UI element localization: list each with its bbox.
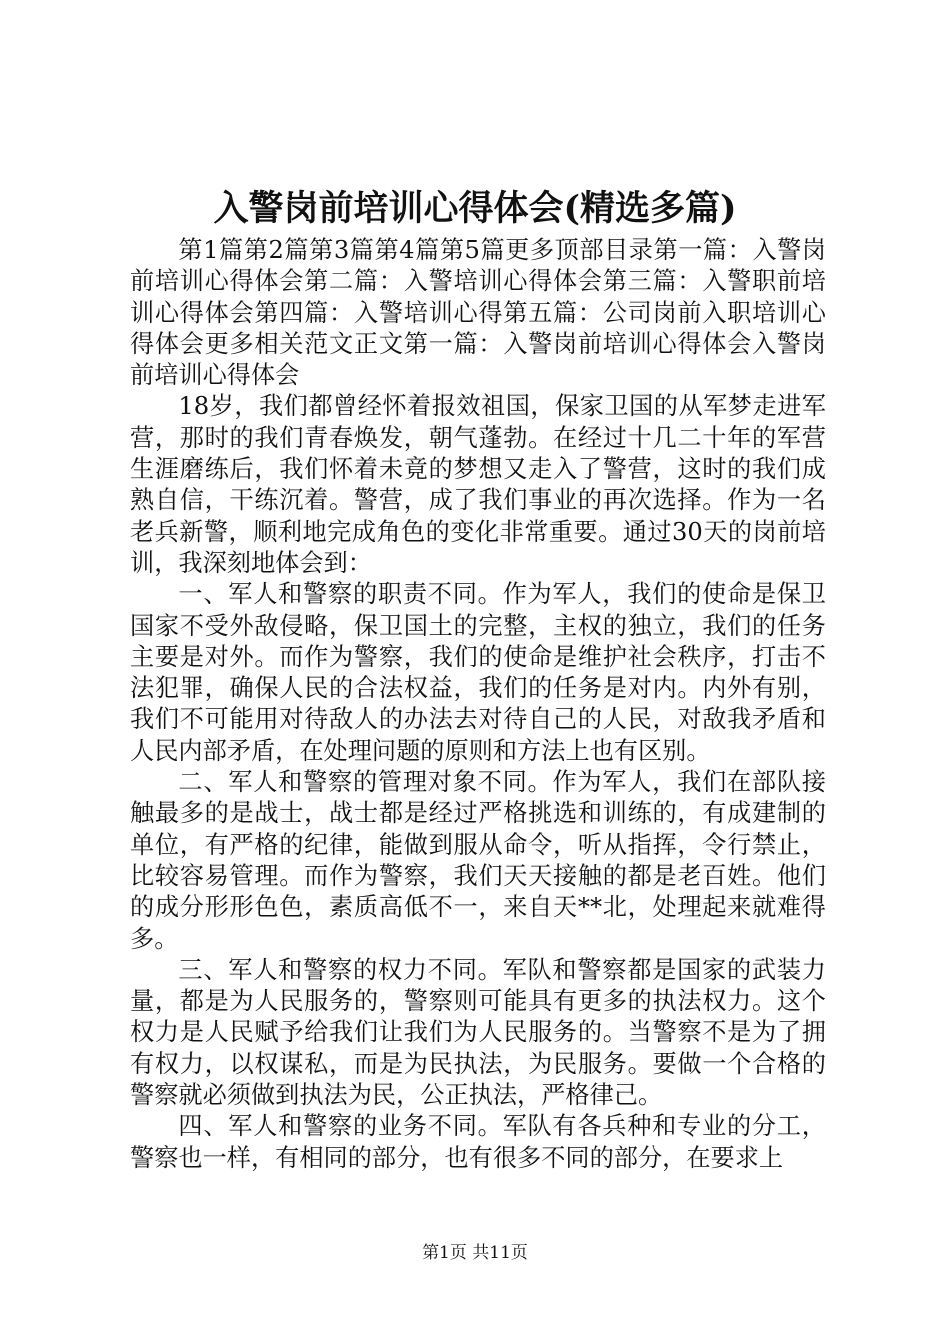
page-footer: 第1页 共11页 [422, 1243, 528, 1263]
paragraph-point-3: 三、军人和警察的权力不同。军队和警察都是国家的武装力量，都是为人民服务的，警察则可能具有更多的执法权力。这个权力是人民赋予给我们让我们为人民服务的。当警察不是为了拥有权力，以权谋私，而是为民执法，为民服务。要做一个合格的警察就必须做到执法为民，公正执法，严格律己。 [130, 955, 826, 1110]
document-title: 入警岗前培训心得体会(精选多篇) [213, 188, 737, 229]
paragraph-toc: 第1篇第2篇第3篇第4篇第5篇更多顶部目录第一篇：入警岗前培训心得体会第二篇：入警培训心得体会第三篇：入警职前培训心得体会第四篇：入警培训心得第五篇：公司岗前入职培训心得体会更多相关范文正文第一篇：入警岗前培训心得体会入警岗前培训心得体会 [130, 236, 826, 390]
paragraph-point-1: 一、军人和警察的职责不同。作为军人，我们的使命是保卫国家不受外敌侵略，保卫国土的完整，主权的独立，我们的任务主要是对外。而作为警察，我们的使命是维护社会秩序，打击不法犯罪，确保人民的合法权益，我们的任务是对内。内外有别，我们不可能用对待敌人的办法去对待自己的人民，对敌我矛盾和人民内部矛盾，在处理问题的原则和方法上也有区别。 [130, 580, 826, 765]
paragraph-point-4: 四、军人和警察的业务不同。军队有各兵种和专业的分工，警察也一样，有相同的部分，也有很多不同的部分，在要求上 [130, 1112, 826, 1172]
document-body [130, 235, 826, 1174]
paragraph-point-2: 二、军人和警察的管理对象不同。作为军人，我们在部队接触最多的是战士，战士都是经过严格挑选和训练的，有成建制的单位，有严格的纪律，能做到服从命令，听从指挥，令行禁止，比较容易管理。而作为警察，我们天天接触的都是老百姓。他们的成分形形色色，素质高低不一，来自天**北，处理起来就难得多。 [130, 768, 826, 953]
paragraph-intro: 18岁，我们都曾经怀着报效祖国，保家卫国的从军梦走进军营，那时的我们青春焕发，朝气蓬勃。在经过十几二十年的军营生涯磨练后，我们怀着未竟的梦想又走入了警营，这时的我们成熟自信，干练沉着。警营，成了我们事业的再次选择。作为一名老兵新警，顺利地完成角色的变化非常重要。通过30天的岗前培训，我深刻地体会到： [130, 392, 826, 577]
